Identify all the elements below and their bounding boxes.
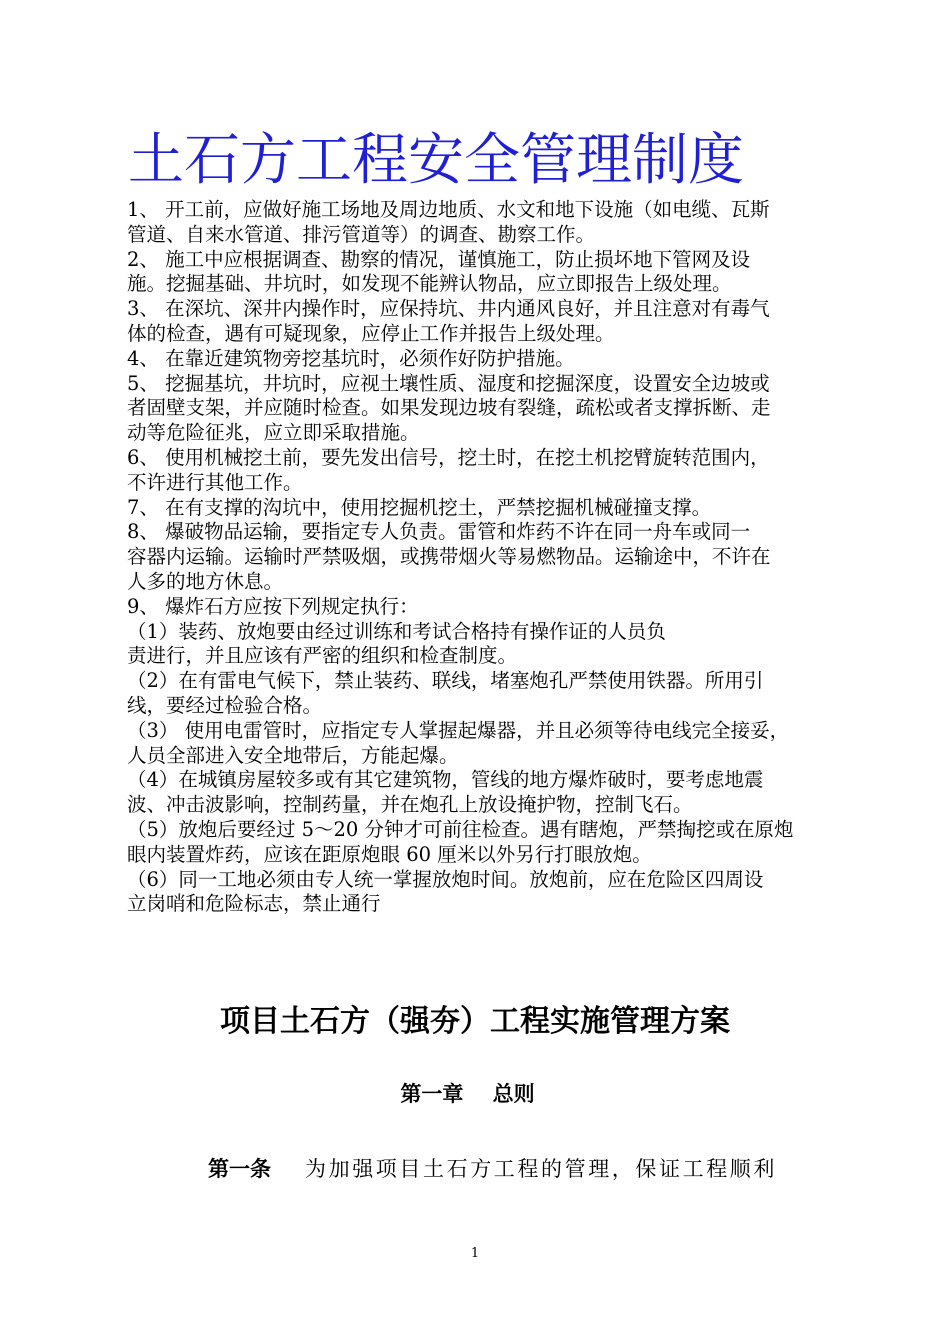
body-line: 5、 挖掘基坑，井坑时，应视土壤性质、湿度和挖掘深度，设置安全边坡或 (127, 371, 770, 395)
body-line: 4、 在靠近建筑物旁挖基坑时，必须作好防护措施。 (127, 346, 575, 370)
body-line: 9、 爆炸石方应按下列规定执行： (127, 594, 419, 618)
body-line: 7、 在有支撑的沟坑中，使用挖掘机挖土，严禁挖掘机械碰撞支撑。 (127, 495, 712, 519)
body-line: 眼内装置炸药，应该在距原炮眼 60 厘米以外另行打眼放炮。 (127, 842, 652, 866)
body-line: 容器内运输。运输时严禁吸烟，或携带烟火等易燃物品。运输途中，不许在 (127, 545, 771, 569)
body-line: （5）放炮后要经过 5～20 分钟才可前往检查。遇有瞎炮，严禁掏挖或在原炮 (127, 817, 794, 841)
body-line: 体的检查，遇有可疑现象，应停止工作并报告上级处理。 (127, 321, 615, 345)
body-line: 施。挖掘基础、井坑时，如发现不能辨认物品，应立即报告上级处理。 (127, 272, 732, 296)
body-line: 1、 开工前，应做好施工场地及周边地质、水文和地下设施（如电缆、瓦斯 (127, 198, 770, 221)
body-line: 6、 使用机械挖土前，要先发出信号，挖土时，在挖土机挖臂旋转范围内， (127, 445, 770, 469)
body-line: 人多的地方休息。 (127, 569, 284, 593)
body-line: 动等危险征兆，应立即采取措施。 (127, 421, 420, 445)
body-line: 立岗哨和危险标志，禁止通行 (127, 892, 381, 916)
body-line: 线，要经过检验合格。 (127, 693, 323, 717)
article-label: 第一条 (208, 1157, 271, 1181)
body-line: （3） 使用电雷管时，应指定专人掌握起爆器，并且必须等待电线完全接妥， (127, 718, 790, 742)
article-text: 为加强项目土石方工程的管理，保证工程顺利 (305, 1157, 777, 1181)
body-line: （4）在城镇房屋较多或有其它建筑物，管线的地方爆炸破时，要考虑地震 (127, 768, 764, 792)
body-line: 责进行，并且应该有严密的组织和检查制度。 (127, 644, 518, 668)
body-line: 管道、自来水管道、排污管道等）的调查、勘察工作。 (127, 222, 596, 246)
body-line: 2、 施工中应根据调查、勘察的情况，谨慎施工，防止损坏地下管网及设 (127, 247, 751, 271)
document-title: 土石方工程安全管理制度 (128, 128, 744, 193)
body-line: 者固壁支架，并应随时检查。如果发现边坡有裂缝，疏松或者支撑拆断、走 (127, 396, 771, 420)
body-line: 不许进行其他工作。 (127, 470, 303, 494)
body-line: （1）装药、放炮要由经过训练和考试合格持有操作证的人员负 (127, 619, 666, 643)
regulation-body (127, 198, 839, 917)
article-paragraph (208, 1152, 777, 1186)
section-title: 项目土石方（强夯）工程实施管理方案 (220, 1004, 730, 1039)
body-line: （6）同一工地必须由专人统一掌握放炮时间。放炮前，应在危险区四周设 (127, 867, 764, 891)
chapter-heading: 第一章 总则 (400, 1082, 535, 1106)
body-line: 3、 在深坑、深井内操作时，应保持坑、井内通风良好，并且注意对有毒气 (127, 297, 770, 321)
body-line: 人员全部进入安全地带后，方能起爆。 (127, 743, 459, 767)
body-line: （2）在有雷电气候下，禁止装药、联线，堵塞炮孔严禁使用铁器。所用引 (127, 669, 764, 693)
body-line: 8、 爆破物品运输，要指定专人负责。雷管和炸药不许在同一舟车或同一 (127, 520, 751, 544)
page-number: 1 (470, 1246, 480, 1261)
body-line: 波、冲击波影响，控制药量，并在炮孔上放设掩护物，控制飞石。 (127, 793, 693, 817)
